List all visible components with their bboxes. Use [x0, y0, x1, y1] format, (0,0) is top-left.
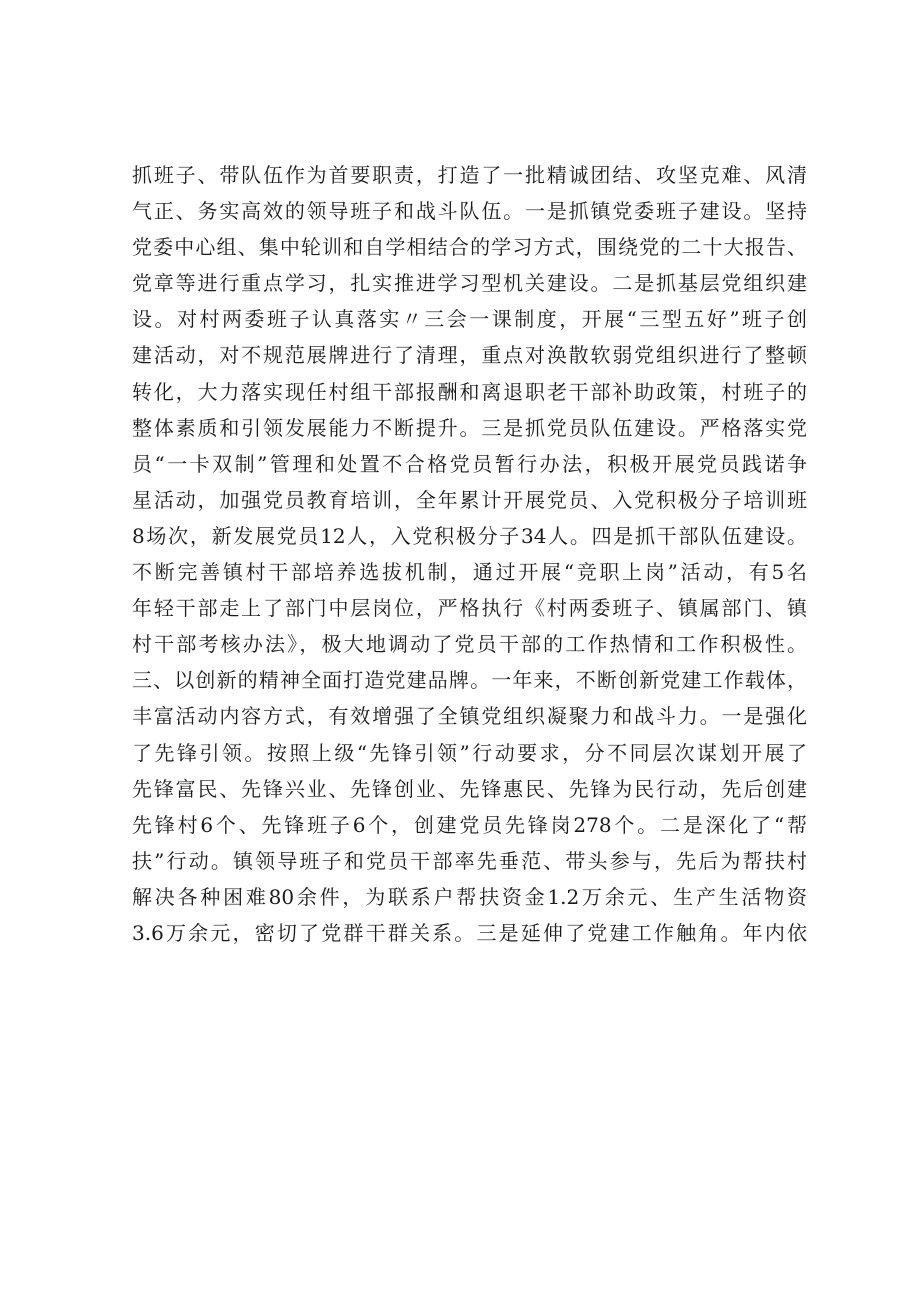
text-line: 解决各种困难80余件，为联系户帮扶资金1.2万余元、生产生活物资	[132, 884, 807, 909]
text-line: 星活动，加强党员教育培训，全年累计开展党员、入党积极分子培训班	[132, 487, 807, 512]
text-line: 建活动，对不规范展牌进行了清理，重点对涣散软弱党组织进行了整顿	[132, 343, 807, 368]
text-line: 先锋富民、先锋兴业、先锋创业、先锋惠民、先锋为民行动，先后创建	[132, 776, 807, 801]
text-line: 设。对村两委班子认真落实〃三会一课制度，开展“三型五好”班子创	[132, 307, 807, 332]
text-line: 先锋村6个、先锋班子6个，创建党员先锋岗278个。二是深化了“帮	[132, 812, 807, 837]
text-line: 村干部考核办法》，极大地调动了党员干部的工作热情和工作积极性。	[132, 632, 807, 657]
text-line: 8场次，新发展党员12人，入党积极分子34人。四是抓干部队伍建设。	[132, 523, 807, 548]
text-line: 年轻干部走上了部门中层岗位，严格执行《村两委班子、镇属部门、镇	[132, 596, 807, 621]
body-text	[132, 157, 807, 951]
text-line: 丰富活动内容方式，有效增强了全镇党组织凝聚力和战斗力。一是强化	[132, 704, 807, 729]
text-line: 气正、务实高效的领导班子和战斗队伍。一是抓镇党委班子建设。坚持	[132, 199, 807, 224]
text-line: 了先锋引领。按照上级“先锋引领”行动要求，分不同层次谋划开展了	[132, 740, 807, 765]
text-line: 党委中心组、集中轮训和自学相结合的学习方式，围绕党的二十大报告、	[132, 235, 807, 260]
text-line: 不断完善镇村干部培养选拔机制，通过开展“竞职上岗”活动，有5名	[132, 560, 807, 585]
text-line: 党章等进行重点学习，扎实推进学习型机关建设。二是抓基层党组织建	[132, 271, 807, 296]
text-line: 扶”行动。镇领导班子和党员干部率先垂范、带头参与，先后为帮扶村	[132, 848, 807, 873]
text-line: 三、以创新的精神全面打造党建品牌。一年来，不断创新党建工作载体，	[132, 668, 807, 693]
text-line: 转化，大力落实现任村组干部报酬和离退职老干部补助政策，村班子的	[132, 379, 807, 404]
text-line: 3.6万余元，密切了党群干群关系。三是延伸了党建工作触角。年内依	[132, 920, 807, 945]
text-line: 抓班子、带队伍作为首要职责，打造了一批精诚团结、攻坚克难、风清	[132, 163, 807, 187]
text-line: 整体素质和引领发展能力不断提升。三是抓党员队伍建设。严格落实党	[132, 415, 807, 440]
text-line: 员“一卡双制”管理和处置不合格党员暂行办法，积极开展党员践诺争	[132, 451, 807, 476]
